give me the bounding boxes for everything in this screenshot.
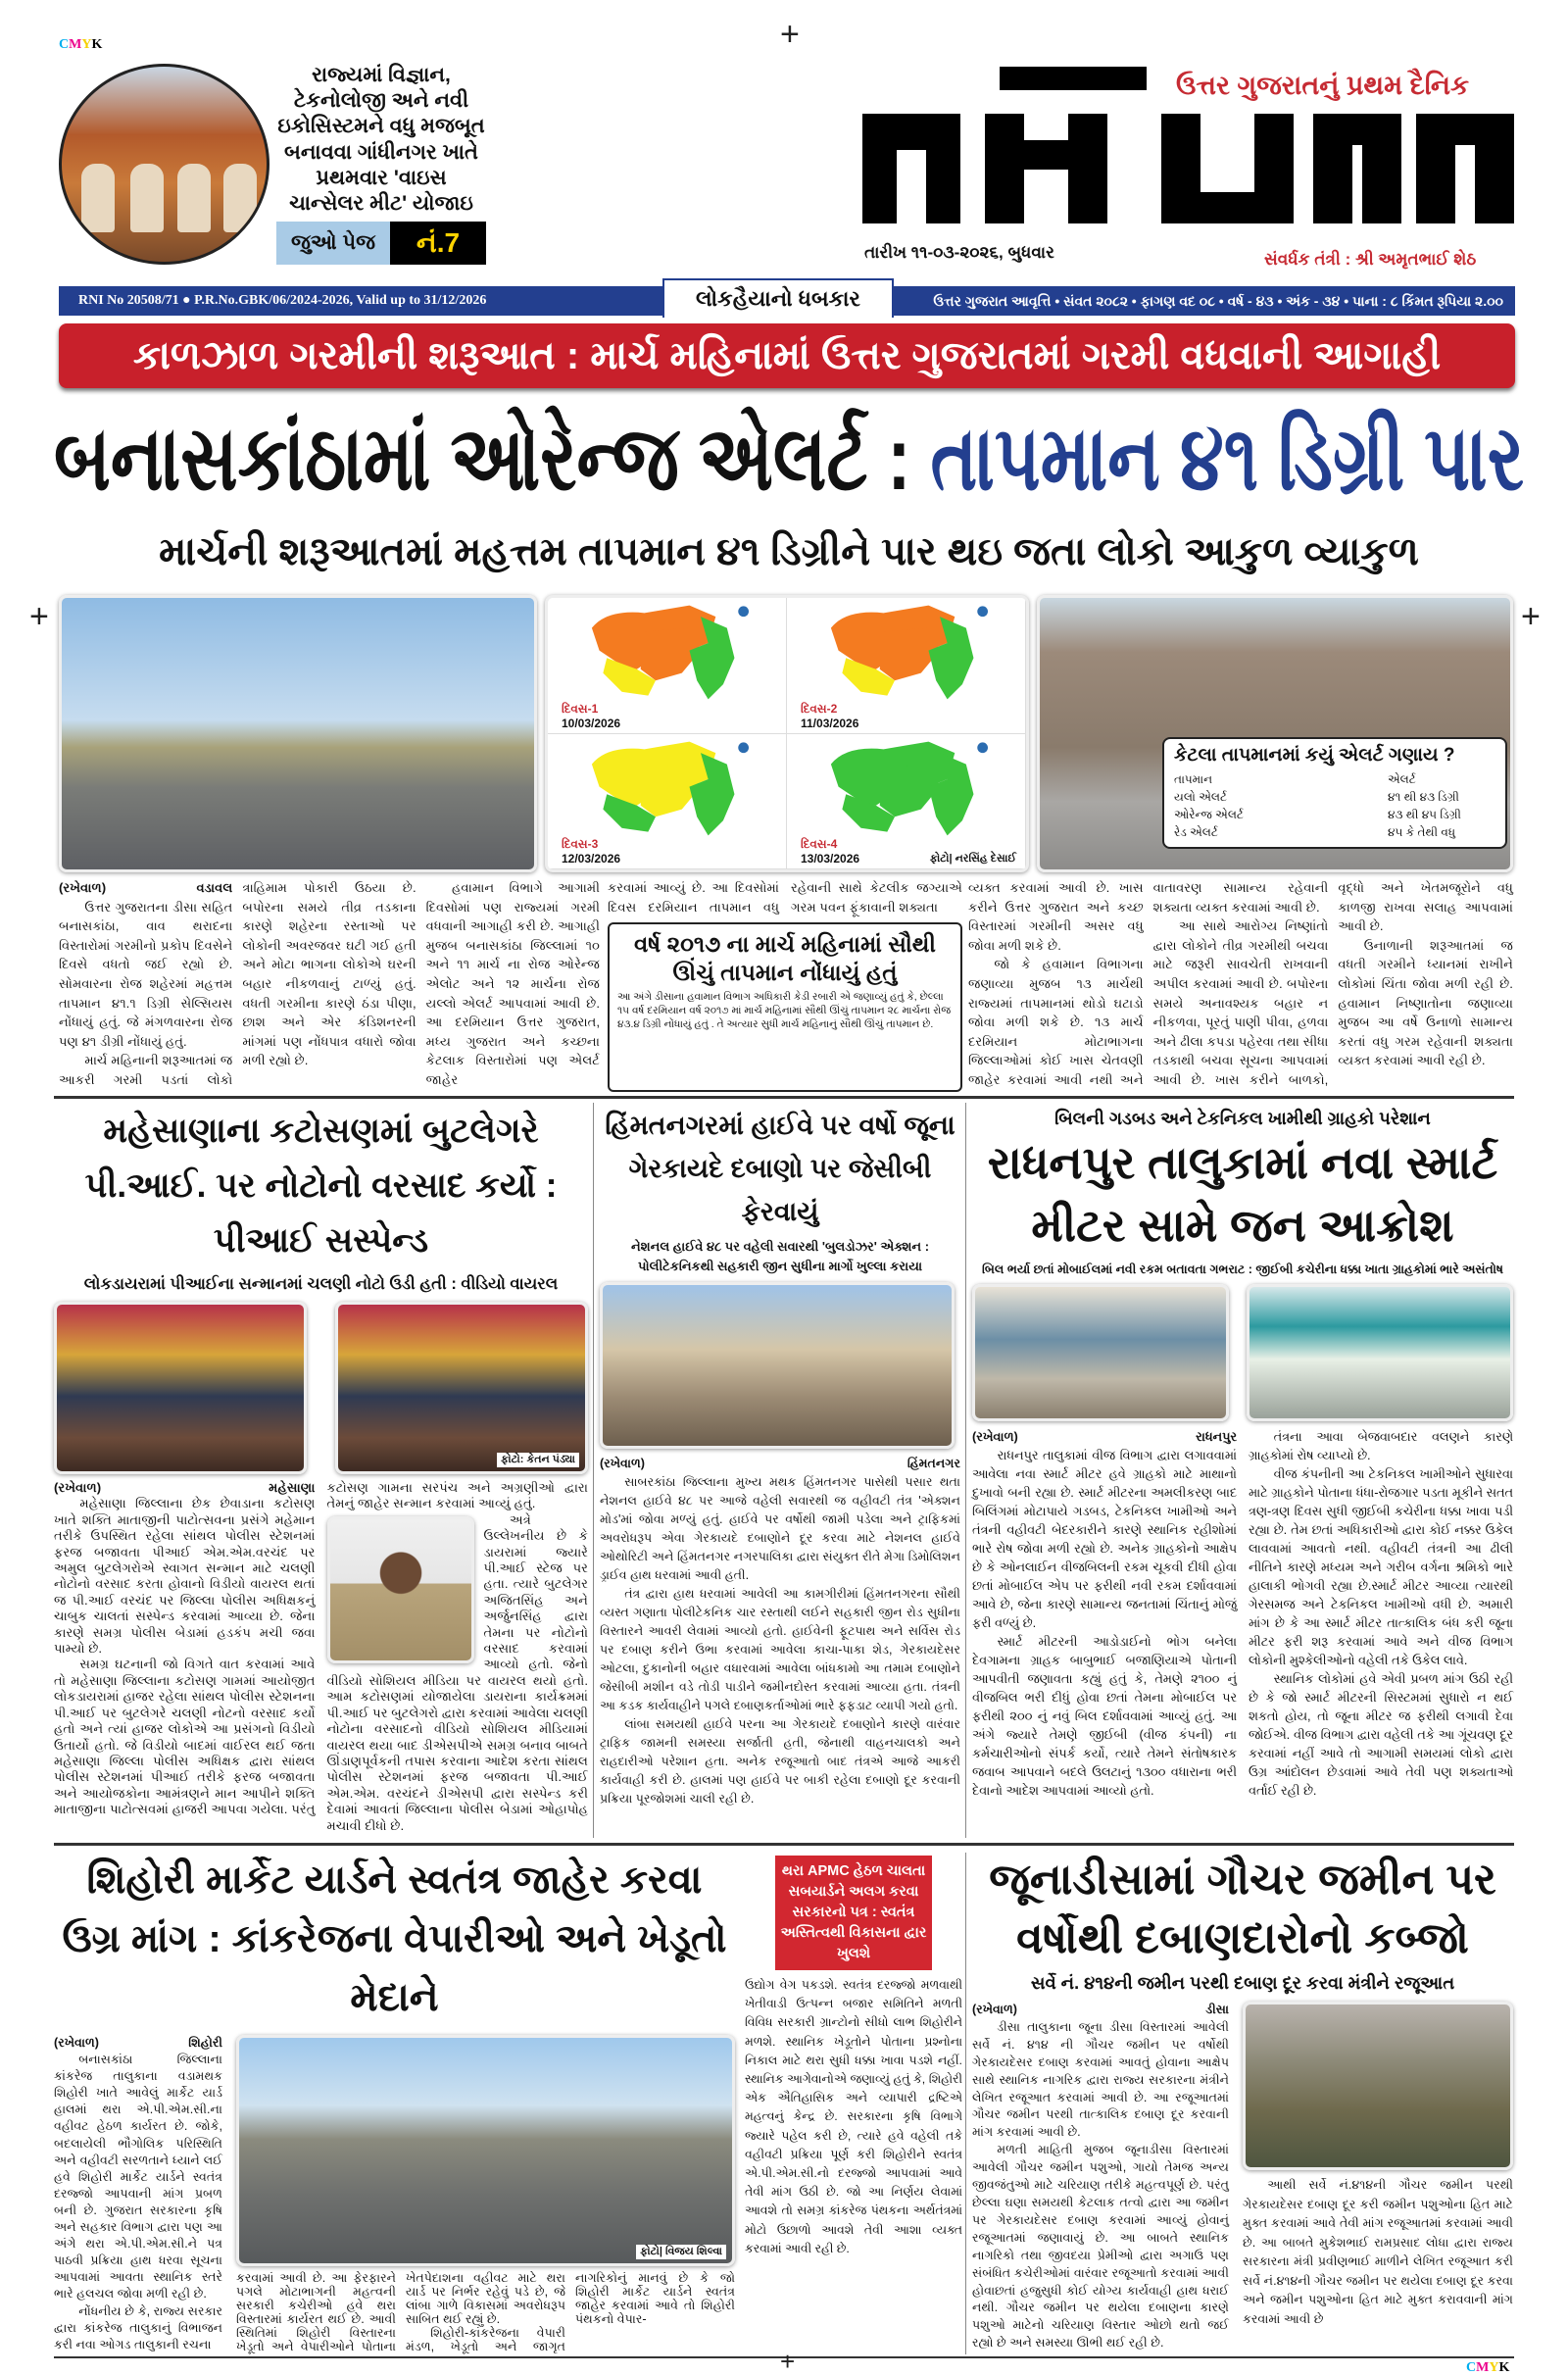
registration-mark-icon: + bbox=[1521, 598, 1541, 635]
fact-box-2017: વર્ષ ૨૦૧૭ ના માર્ચ મહિનામાં સૌથી ઊંચું તાપમાન નોંધાયું હતું આ અંગે ડીસાના હવામાન વિભાગ અધિકારી કેડી રબારી એ જણાવ્યું હતું કે, છેલ્લા ૧૫ વર્ષ દરમિયાન વર્ષ ૨૦૧૭ માં માર્ચ મહિનામાં સૌથી ઊંચું તાપમાન ૨૮ માર્ચના રોજ ૪૩.૪ ડિગ્રી નોંધાયું હતું . તે અત્યાર સુધી માર્ચ મહિનાનું સૌથી ઊંચું તાપમાન છે. bbox=[608, 922, 962, 1092]
gujarat-map-icon bbox=[548, 734, 786, 839]
himmatnagar-body: (રખેવાળ) હિંમતનગર સાબરકાંઠા જિલ્લાના મુખ્ય મથક હિંમતનગર પાસેથી પસાર થતા નેશનલ હાઈવે ૪૮ પર આજે વહેલી સવારથી જ વહીવટી તંત્ર 'એક્શન મોડ'માં જોવા મળ્યું હતું. હાઈવે પર વર્ષોથી જામી પડેલા અને ટ્રાફિકમાં અવરોધરૂપ એવા ગેરકાયદે દબાણોને દૂર કરવા માટે નેશનલ હાઈવે ઓથોરિટી અને હિંમતનગર નગરપાલિકા દ્વારા સંયુક્ત રીતે મેગા ડિમોલિશન ડ્રાઈવ હાથ ધરવામાં આવી હતી. તંત્ર દ્વારા હાથ ધરવામાં આવેલી આ કામગીરીમાં હિંમતનગરના સૌથી વ્યસ્ત ગણાતા પોલીટેકનિક ચાર રસ્તાથી લઈને સહકારી જીન રોડ સુધીના વિસ્તારને આવરી લેવામાં આવ્યો હતો. હાઈવેની ફૂટપાથ અને સર્વિસ રોડ પર દબાણ કરીને ઉભા કરવામાં આવેલા કાચા-પાકા શેડ, ગેરકાયદેસર ઓટલા, દુકાનોની બહાર વધારવામાં આવેલા બાંધકામો આ તમામ દબાણોને જેસીબી મશીન વડે તોડી પાડીને જમીનદોસ્ત કરવામાં આવ્યા હતા. તંત્રની આ કડક કાર્યવાહીને પગલે દબાણકર્તાઓમાં ભારે ફફડાટ વ્યાપી ગયો હતો. લાંબા સમયથી હાઈવે પરના આ ગેરકાયદે દબાણોને કારણે વારંવાર ટ્રાફિક જામની સમસ્યા સર્જાતી હતી, જેનાથી વાહનચાલકો અને રાહદારીઓ પરેશાન હતા. અનેક રજૂઆતો બાદ તંત્રએ આજે આકરી કાર્યવાહી કરી છે. હાલમાં પણ હાઈવે પર બાકી રહેલા દબાણો દૂર કરવાની પ્રક્રિયા પૂરજોશમાં ચાલી રહી છે. bbox=[600, 1457, 960, 1806]
shihori-body: (રખેવાળ) શિહોરી બનાસકાંઠા જિલ્લાના કાંકરેજ તાલુકાના વડામથક શિહોરી ખાતે આવેલું માર્કેટ યાર્ડ હાલમાં થરા એ.પી.એમ.સી.ના વહીવટ હેઠળ કાર્યરત છે. જોકે, બદલાયેલી ભૌગોલિક પરિસ્થિતિ અને વહીવટી સરળતાને ધ્યાને લઈ હવે શિહોરી માર્કેટ યાર્ડને સ્વતંત્ર દરજ્જો આપવાની માંગ પ્રબળ બની છે. ગુજરાત સરકારના કૃષિ અને સહકાર વિભાગ દ્વારા પણ આ અંગે થરા એ.પી.એમ.સી.ને પત્ર પાઠવી પ્રક્રિયા હાથ ધરવા સૂચના આપવામાં આવતા સ્થાનિક સ્તરે ભારે હલચલ જોવા મળી રહી છે. નોંધનીય છે કે, રાજ્ય સરકાર દ્વારા કાંકરેજ તાલુકાનું વિભાજન કરી નવા ઓગડ તાલુકાની રચના bbox=[54, 2036, 222, 2351]
cmyk-mark-bottom: CMYK bbox=[1466, 2360, 1510, 2375]
shihori-body-below: કરવામાં આવી છે. આ ફેરફારને પગલે મોટાભાગની મહત્વની સરકારી કચેરીઓ હવે થરા વિસ્તારમાં કાર્યરત થઈ છે. આવી સ્થિતિમાં શિહોરી વિસ્તારના ખેડૂતો અને વેપારીઓને પોતાના ખેતપેદાશના વહીવટ માટે થરા યાર્ડ પર નિર્ભર રહેવું પડે છે, જે લાંબા ગાળે વિકાસમાં અવરોધરૂપ સાબિત થઈ રહ્યું છે. શિહોરી-કાંકરેજના વેપારી મંડળ, ખેડૂતો અને જાગૃત નાગરિકોનું માનવું છે કે જો શિહોરી માર્કેટ યાર્ડને સ્વતંત્ર જાહેર કરવામાં આવે તો શિહોરી પંથકનો વેપાર- bbox=[236, 2271, 735, 2353]
radhanpur-kicker: બિલની ગડબડ અને ટેકનિકલ ખામીથી ગ્રાહકો પરેશાન bbox=[1054, 1109, 1431, 1128]
maps-photo-credit: ફોટો| નરસિંહ દેસાઈ bbox=[926, 852, 1020, 866]
shihori-story bbox=[54, 1851, 735, 2354]
alert-row: ઓરેન્જ એલર્ટ ૪૩ થી ૪૫ ડિગ્રી bbox=[1174, 808, 1461, 821]
alert-table bbox=[1162, 737, 1507, 849]
teaser-headline[interactable]: રાજ્યમાં વિજ્ઞાન, ટેકનોલોજી અને નવી ઇકોસિસ્ટમને વધુ મજબૂત બનાવવા ગાંધીનગર ખાતે પ્રથમવાર 'વાઇસ ચાન્સેલર મીટ' યોજાઇ bbox=[277, 64, 485, 216]
mahesana-body: (રખેવાળ) મહેસાણા મહેસાણા જિલ્લાના છેક છેવાડાના કટોસણ ખાતે શક્તિ માતાજીની પાટોત્સવના પ્રસંગે મહેમાન તરીકે ઉપસ્થિત રહેલા સાંથલ પોલીસ સ્ટેશનમાં ફરજ બજાવતા પીઆઈ એમ.એમ.વરચંદ પર અમુલ બુટલેગરોએ સ્વાગત સન્માન માટે ચલણી નોટોનો વરસાદ કરતા હોવાનો વિડીયો વાયરલ થતાં જ પી.આઈ વરચંદ પર જિલ્લા પોલીસ અધિક્ષકનું ચાબુક ચાલતાં સસ્પેન્ડ કરવામાં આવ્યા છે. જેના કારણે સમગ્ર પોલીસ બેડામાં હડકંપ મચી જવા પામ્યો છે. સમગ્ર ઘટનાની જો વિગતે વાત કરવામાં આવે તો મહેસાણા જિલ્લાના કટોસણ ગામમાં આયોજીત લોકડાયરામાં હાજર રહેલા સાંથલ પોલીસ સ્ટેશનના પી.આઈ પર બુટલેગરે ચલણી નોટનો વરસાદ કર્યો હતો અને ત્યાં હાજર લોકોએ આ પ્રસંગનો વિડીયો ઉતાર્યો હતો. જે વિડીયો બાદમાં વાઈરલ થઈ જતા મહેસાણા જિલ્લા પોલીસ અધિક્ષક દ્વારા સાંથલ પોલીસ સ્ટેશનમાં પીઆઈ તરીકે ફરજ બજાવતા અને આયોજકોના આમંત્રણને માન આપીને શક્તિ માતાજીના પાટોત્સવમાં હાજરી આપવા ગયેલા. પરંતુ કટોસણ ગામના સરપંચ અને અગ્રણીઓ દ્વારા તેમનું જાહેર સન્માન કરવામાં આવ્યું હતું. અત્રે ઉલ્લેખનીય છે કે ડાયરામાં જ્યારે પી.આઈ સ્ટેજ પર હતા. ત્યારે બુટલેગર અજિતસિંહ અને અર્જુનસિંહ દ્વારા તેમના પર નોટોનો વરસાદ કરવામાં આવ્યો હતો. જેનો વીડિયો સોશિયલ મીડિયા પર વાયરલ થયો હતો. આમ કટોસણમાં યોજાયેલા ડાયરાના કાર્યક્રમમાં પી.આઈ પર બુટલેગરો દ્વારા કરવામાં આવેલા ચલણી નોટોના વરસાદનો વીડિયો સોશિયલ મીડિયામાં વાયરલ થયા બાદ ડીએસપીએ સમગ્ર બનાવ બાબતે ઊંડાણપૂર્વકની તપાસ કરવાના આદેશ કરતા સાંથલ પોલીસ સ્ટેશનમાં ફરજ બજાવતા પી.આઈ એમ.એમ. વરચંદને ડીએસપી દ્વારા સસ્પેન્ડ કરી દેવામાં આવતાં જિલ્લાના પોલીસ બેડામાં ઓહાપોહ મચાવી દીધો છે. bbox=[54, 1480, 588, 1833]
mahesana-headline[interactable]: મહેસાણાના કટોસણમાં બુટલેગરે પી.આઈ. પર નોટોનો વરસાદ કર્યો : પીઆઈ સસ્પેન્ડ bbox=[84, 1112, 558, 1260]
divider bbox=[54, 1843, 1514, 1846]
market-yard-photo[interactable]: ફોટો| વિજય શિલ્વા bbox=[236, 2035, 735, 2266]
issue-date: તારીખ ૧૧-૦૩-૨૦૨૬, બુધવાર bbox=[864, 243, 1054, 262]
mahesana-photo-2[interactable]: ફોટો: કેતન પંડ્યા bbox=[335, 1302, 588, 1474]
junadisa-body: (રખેવાળ) ડીસા ડીસા તાલુકાના જૂના ડીસા વિસ્તારમાં આવેલી સર્વે નં. ૪૧૪ ની ગૌચર જમીન પર વર્ષોથી ગેરકાયદેસર દબાણ કરવામાં આવતું હોવાના આક્ષેપ સાથે સ્થાનિક નાગરિક દ્વારા રાજ્ય સરકારના મંત્રીને લેખિત રજૂઆત કરવામાં આવી છે. આ રજૂઆતમાં ગૌચર જમીન પરથી તાત્કાલિક દબાણ દૂર કરવાની માંગ કરવામાં આવી છે. મળતી માહિતી મુજબ જૂનાડીસા વિસ્તારમાં આવેલી ગૌચર જમીન પશુઓ, ગાયો તેમજ અન્ય જીવજંતુઓ માટે ચરિયાણ તરીકે મહત્વપૂર્ણ છે. પરંતુ છેલ્લા ઘણા સમયથી કેટલાક તત્વો દ્વારા આ જમીન પર ગેરકાયદેસર દબાણ કરવામાં આવ્યું હોવાનું રજૂઆતમાં જણાવાયું છે. આ બાબતે સ્થાનિક નાગરિકો તથા જીવદયા પ્રેમીઓ દ્વારા અગાઉ પણ સંબંધિત કચેરીઓમાં વારંવાર રજૂઆતો કરવામાં આવી હોવાછતાં હજુસુધી કોઈ યોગ્ય કાર્યવાહી હાથ ધરાઈ નથી. ગૌચર જમીન પર થયેલા દબાણના કારણે પશુઓ માટેનો ચરિયાણ વિસ્તાર ઓછો થતો જઈ રહ્યો છે અને સમસ્યા ઊભી થઈ રહી છે. bbox=[972, 2003, 1229, 2351]
column-rule bbox=[965, 1103, 966, 1838]
teaser-photo[interactable] bbox=[59, 64, 270, 265]
column-rule bbox=[593, 1103, 594, 1838]
cmyk-mark-top: CMYK bbox=[59, 37, 103, 52]
radhanpur-body: (રખેવાળ) રાધનપુર રાધનપુર તાલુકામાં વીજ વિભાગ દ્વારા લગાવવામાં આવેલા નવા સ્માર્ટ મીટર હવે ગ્રાહકો માટે માથાનો દુખાવો બની રહ્યા છે. સ્માર્ટ મીટરના અમલીકરણ બાદ બિલિંગમાં મોટાપાયે ગડબડ, ટેકનિકલ ખામીઓ અને તંત્રની વહીવટી બેદરકારીને કારણે સ્થાનિક રહીશોમાં ભારે રોષ જોવા મળી રહ્યો છે. અનેક ગ્રાહકોનો આક્ષેપ છે કે ઓનલાઈન વીજબિલની રકમ ચૂકવી દીધી હોવા છતાં મોબાઈલ એપ પર ફરીથી નવી રકમ દર્શાવવામાં આવે છે, જેના કારણે સામાન્ય જનતામાં ચિંતાનું મોજું ફરી વળ્યું છે. સ્માર્ટ મીટરની આડોડાઈનો ભોગ બનેલા દેવગામના ગ્રાહક બાબુભાઈ બજાણિયાએ પોતાની આપવીતી જણાવતા કહ્યું હતું કે, તેમણે ૨૧૦૦ નું વીજબિલ ભરી દીધું હોવા છતાં તેમના મોબાઈલ પર ફરીથી ૨૦૦ નું નવું બિલ દર્શાવવામાં આવ્યું હતું. આ અંગે જ્યારે તેમણે જીઈબી (વીજ કંપની) ના કર્મચારીઓનો સંપર્ક કર્યો, ત્યારે તેમને સંતોષકારક જવાબ આપવાને બદલે ઉલટાનું ૧૩૦૦ વધારાના ભરી દેવાનો આદેશ આપવામાં આવ્યો હતો. તંત્રના આવા બેજવાબદાર વલણને કારણે ગ્રાહકોમાં રોષ વ્યાપ્યો છે. વીજ કંપનીની આ ટેકનિકલ ખામીઓને સુધારવા માટે ગ્રાહકોને પોતાના ધંધા-રોજગાર પડતા મૂકીને સતત ત્રણ-ત્રણ દિવસ સુધી જીઈબી કચેરીના ધક્કા ખાવા પડી રહ્યા છે. તેમ છતાં અધિકારીઓ દ્વારા કોઈ નક્કર ઉકેલ લાવવામાં આવતો નથી. વહીવટી તંત્રની આ ઢીલી નીતિને કારણે મધ્યમ અને ગરીબ વર્ગના શ્રમિકો ભારે હાલાકી ભોગવી રહ્યા છે.સ્માર્ટ મીટર આવ્યા ત્યારથી ગેરસમજ અને ટેકનિકલ ખામીઓ વધી છે. અમારી માંગ છે કે આ સ્માર્ટ મીટર તાત્કાલિક બંધ કરી જૂના મીટર ફરી શરૂ કરવામાં આવે અને વીજ વિભાગ લોકોની મુશ્કેલીઓનો વહેલી તકે ઉકેલ લાવે. સ્થાનિક લોકોમાં હવે એવી પ્રબળ માંગ ઉઠી રહી છે કે જો સ્માર્ટ મીટરની સિસ્ટમમાં સુધારો ન થઈ શકતો હોય, તો જૂના મીટર જ ફરીથી લગાવી દેવા જોઈએ. વીજ વિભાગ દ્વારા વહેલી તકે આ ગૂંચવણ દૂર કરવામાં નહીં આવે તો આગામી સમયમાં લોકો દ્વારા ઉગ્ર આંદોલન છેડવામાં આવે તેવી પણ શક્યતાઓ વર્તાઈ રહી છે. bbox=[972, 1429, 1513, 1798]
alert-row: યલો એલર્ટ ૪૧ થી ૪૩ ડિગ્રી bbox=[1174, 790, 1459, 804]
weather-maps[interactable] bbox=[545, 595, 1029, 872]
registration-info: RNI No 20508/71 ● P.R.No.GBK/06/2024-2026, Valid up to 31/12/2026 bbox=[78, 293, 487, 308]
page-number: નં.7 bbox=[390, 222, 486, 265]
radhanpur-headline[interactable]: રાધનપુર તાલુકામાં નવા સ્માર્ટ મીટર સામે જન આક્રોશ bbox=[987, 1137, 1498, 1251]
radhanpur-photo-1[interactable] bbox=[972, 1284, 1229, 1421]
himmatnagar-subhead: નેશનલ હાઈવે ૪૮ પર વહેલી સવારથી 'બુલડોઝર' એક્શન : પોલીટેકનિકથી સહકારી જીન સુધીના માર્ગો ખુલ્લા કરાયા bbox=[630, 1239, 930, 1273]
mahesana-photo-1[interactable] bbox=[54, 1302, 307, 1474]
registration-mark-icon: + bbox=[780, 2347, 796, 2376]
lead-middle bbox=[608, 878, 962, 1092]
mahesana-story bbox=[54, 1104, 588, 1839]
radhanpur-photo-2[interactable] bbox=[1247, 1284, 1513, 1421]
gujarat-map-icon bbox=[787, 734, 1025, 839]
teaser bbox=[276, 63, 486, 265]
shihori-side bbox=[745, 1856, 962, 2354]
demolition-photo[interactable] bbox=[600, 1282, 955, 1449]
alert-map bbox=[548, 598, 787, 734]
map-date-label: 13/03/2026 bbox=[801, 852, 860, 866]
lead-headline[interactable]: બનાસકાંઠામાં ઓરેન્જ એલર્ટ : તાપમાન ૪૧ ડિગ્રી પાર bbox=[54, 409, 1524, 509]
himmatnagar-story bbox=[600, 1104, 960, 1839]
tagline: ઉત્તર ગુજરાતનું પ્રથમ દૈનિક bbox=[1176, 71, 1470, 100]
edition-info: ઉત્તર ગુજરાત આવૃત્તિ • સંવત ૨૦૮૨ • ફાગણ વદ ૦૮ • વર્ષ - ૪૩ • અંક - ૩૪ • પાના : ૮ કિંમત રૂપિયા ૨.૦૦ bbox=[933, 293, 1503, 309]
map-day-label: દિવસ-3 bbox=[562, 837, 599, 851]
mahesana-subhead: લોકડાયરામાં પીઆઈના સન્માનમાં ચલણી નોટો ઉડી હતી : વીડિયો વાયરલ bbox=[83, 1275, 559, 1293]
registration-mark-icon: + bbox=[29, 598, 49, 635]
lead-body-right: વ્યક્ત કરવામાં આવી છે. ખાસ કરીને ઉત્તર ગુજરાત અને કચ્છ વિસ્તારમાં ગરમીની અસર વધુ જોવા મળી શકે છે. જો કે હવામાન વિભાગના જણાવ્યા મુજબ ૧૩ માર્ચથી રાજ્યમાં તાપમાનમાં થોડો ઘટાડો જોવા મળી શકે છે. ૧૩ માર્ચ દરમિયાન મોટાભાગના જિલ્લાઓમાં કોઈ ખાસ ચેતવણી જાહેર કરવામાં આવી નથી અને વાતાવરણ સામાન્ય રહેવાની શક્યતા વ્યક્ત કરવામાં આવી છે. આ સાથે આરોગ્ય નિષ્ણાંતો દ્વારા લોકોને તીવ્ર ગરમીથી બચવા માટે જરૂરી સાવચેતી રાખવાની અપીલ કરવામાં આવી છે. બપોરના સમયે અનાવશ્યક બહાર ન નીકળવા, પૂરતું પાણી પીવા, હળવા અને ઢીલા કપડા પહેરવા તથા સીધા તડકાથી બચવા સૂચના આપવામાં આવી છે. ખાસ કરીને બાળકો, વૃદ્ધો અને ખેતમજૂરોને વધુ કાળજી રાખવા સલાહ આપવામાં આવી છે. ઉનાળાની શરૂઆતમાં જ વધતી ગરમીને ધ્યાનમાં રાખીને લોકોમાં ચિંતા જોવા મળી રહી છે. હવામાન નિષ્ણાતોના જણાવ્યા મુજબ આ વર્ષે ઉનાળો સામાન્ય કરતાં વધુ ગરમ રહેવાની શક્યતા વ્યક્ત કરવામાં આવી રહી છે. bbox=[968, 880, 1513, 1087]
shihori-side-box: થરા APMC હેઠળ ચાલતા સબયાર્ડને અલગ કરવા સરકારનો પત્ર : સ્વતંત્ર અસ્તિત્વથી વિકાસના દ્વાર ખુલશે bbox=[775, 1856, 932, 1970]
top-banner-headline[interactable]: કાળઝાળ ગરમીની શરૂઆત : માર્ચ મહિનામાં ઉત્તર ગુજરાતમાં ગરમી વધવાની આગાહી bbox=[59, 323, 1515, 388]
gujarat-map-icon bbox=[548, 598, 786, 703]
map-day-label: દિવસ-1 bbox=[562, 701, 599, 716]
road-photo[interactable] bbox=[59, 595, 537, 872]
motto: લોકહૈયાનો ધબકાર bbox=[662, 278, 894, 318]
junadisa-story bbox=[972, 1851, 1513, 2354]
map-date-label: 10/03/2026 bbox=[562, 716, 621, 730]
gauchar-land-photo[interactable] bbox=[1243, 2002, 1513, 2170]
see-page-label: જુઓ પેજ bbox=[291, 231, 375, 254]
junadisa-headline[interactable]: જૂનાડીસામાં ગૌચર જમીન પર વર્ષોથી દબાણદારોનો કબ્જો bbox=[989, 1856, 1496, 1962]
alert-row: રેડ એલર્ટ ૪૫ કે તેથી વધુ bbox=[1174, 825, 1456, 839]
himmatnagar-headline[interactable]: હિંમતનગરમાં હાઈવે પર વર્ષો જૂના ગેરકાયદે દબાણો પર જેસીબી ફેરવાયું bbox=[605, 1111, 956, 1226]
map-date-label: 11/03/2026 bbox=[801, 716, 859, 730]
alert-map bbox=[548, 734, 787, 870]
officer-photo[interactable] bbox=[327, 1516, 474, 1663]
registration-mark-icon: + bbox=[780, 16, 800, 53]
lead-body-left: (રખેવાળ) વડાવલ ઉત્તર ગુજરાતના ડીસા સહિત બનાસકાંઠા, વાવ થરાદના વિસ્તારોમાં ગરમીનો પ્રકોપ દિવસેને દિવસે વધતો જઈ રહ્યો છે. સોમવારના રોજ શહેરમાં મહત્તમ તાપમાન ૪૧.૧ ડિગ્રી સેલ્સિયસ નોંધાયું હતું. જે મંગળવારના રોજ પણ ૪૧ ડીગ્રી નોંધાયું હતું. માર્ચ મહિનાની શરૂઆતમાં જ આકરી ગરમી પડતાં લોકો ત્રાહિમામ પોકારી ઉઠયા છે. બપોરના સમયે તીવ્ર તડકાના કારણે શહેરના રસ્તાઓ પર લોકોની અવરજવર ઘટી ગઈ હતી અને મોટા ભાગના લોકોએ ઘરની બહાર નીકળવાનું ટાળ્યું હતું. વધતી ગરમીના કારણે ઠંડા પીણા, છાશ અને એર કંડિશનરની માંગમાં પણ નોંધપાત્ર વધારો જોવા મળી રહ્યો છે. હવામાન વિભાગે આગામી દિવસોમાં પણ રાજ્યમાં ગરમી વધવાની આગાહી કરી છે. આગાહી મુજબ બનાસકાંઠા જિલ્લામાં ૧૦ અને ૧૧ માર્ચ ના રોજ ઓરેન્જ એલોટ અને ૧૨ માર્ચના રોજ યલ્લો એલર્ટ આપવામાં આવી છે. આ દરમિયાન ઉત્તર ગુજરાત, મધ્ય ગુજરાત અને કચ્છના કેટલાક વિસ્તારોમાં પણ એલર્ટ જાહેર bbox=[59, 880, 600, 1087]
lead-subhead: માર્ચની શરૂઆતમાં મહત્તમ તાપમાન ૪૧ ડિગ્રીને પાર થઇ જતા લોકો આકુળ વ્યાકુળ bbox=[159, 530, 1419, 573]
map-day-label: દિવસ-2 bbox=[801, 701, 838, 716]
radhanpur-story bbox=[972, 1106, 1513, 1839]
editor-credit: સંવર્ધક તંત્રી : શ્રી અમૃતભાઈ શેઠ bbox=[1264, 250, 1477, 269]
junadisa-body-below: આથી સર્વે નં.૪૧૪ની ગૌચર જમીન પરથી ગેરકાયદેસર દબાણ દૂર કરી જમીન પશુઓના હિત માટે મુક્ત કરવામાં આવે તેવી માંગ રજૂઆતમાં કરવામાં આવી છે. આ બાબતે મુકેશભાઈ રામપ્રસાદ લોધા દ્વારા રાજ્ય સરકારના મંત્રી પ્રવીણભાઈ માળીને લેખિત રજૂઆત કરી સર્વે નં.૪૧૪ની ગૌચર જમીન પર થયેલા દબાણ દૂર કરવા અને જમીન પશુઓના હિત માટે મુક્ત કરાવવાની માંગ કરવામાં આવી છે bbox=[1243, 2178, 1513, 2326]
map-day-label: દિવસ-4 bbox=[801, 837, 838, 851]
teaser-page-link[interactable] bbox=[276, 222, 486, 265]
lead-body-mid: કરવામાં આવ્યું છે. આ દિવસોમાં દિવસ દરમિયાન તાપમાન વધુ રહેવાની સાથે કેટલીક જગ્યાએ ગરમ પવન ફૂંકાવાની શક્યતા bbox=[608, 880, 962, 915]
alert-table-header: તાપમાન એલર્ટ bbox=[1174, 772, 1416, 786]
column-rule bbox=[965, 1853, 966, 2354]
junadisa-subhead: સર્વે નં. ૪૧૪ની જમીન પરથી દબાણ દૂર કરવા મંત્રીને રજૂઆત bbox=[1030, 1973, 1455, 1993]
divider bbox=[54, 1096, 1514, 1099]
gujarat-map-icon bbox=[787, 598, 1025, 703]
radhanpur-subhead: બિલ ભર્યા છતાં મોબાઈલમાં નવી રકમ બતાવતા ગભરાટ : જીઈબી કચેરીના ધક્કા ખાતા ગ્રાહકોમાં ભારે અસંતોષ bbox=[982, 1262, 1503, 1276]
alert-table-title: કેટલા તાપમાનમાં કયું એલર્ટ ગણાય ? bbox=[1174, 745, 1455, 766]
alert-map bbox=[787, 734, 1026, 870]
shihori-body-side: ઉદ્યોગ વેગ પકડશે. સ્વતંત્ર દરજ્જો મળવાથી ખેતીવાડી ઉત્પન્ન બજાર સમિતિને મળતી વિવિધ સરકારી ગ્રાન્ટોનો સીધો લાભ શિહોરીને મળશે. સ્થાનિક ખેડૂતોને પોતાના પ્રશ્નોના નિકાલ માટે થરા સુધી ધક્કા ખાવા પડશે નહીં. સ્થાનિક આગેવાનોએ જણાવ્યું હતું કે, શિહોરી એક ઐતિહાસિક અને વ્યાપારી દ્રષ્ટિએ મહત્વનું કેન્દ્ર છે. સરકારના કૃષિ વિભાગે જ્યારે પહેલ કરી છે, ત્યારે હવે વહેલી તકે વહીવટી પ્રક્રિયા પૂર્ણ કરી શિહોરીને સ્વતંત્ર એ.પી.એમ.સી.નો દરજ્જો આપવામાં આવે તેવી માંગ ઉઠી છે. જો આ નિર્ણય લેવામાં આવશે તો સમગ્ર કાંકરેજ પંથકના અર્થતંત્રમાં મોટો ઉછાળો આવશે તેવી આશા વ્યક્ત કરવામાં આવી રહી છે. bbox=[745, 1978, 962, 2255]
shihori-headline[interactable]: શિહોરી માર્કેટ યાર્ડને સ્વતંત્ર જાહેર કરવા ઉગ્ર માંગ : કાંકરેજના વેપારીઓ અને ખેડૂતો મેદાને bbox=[62, 1858, 727, 2019]
alert-map bbox=[787, 598, 1026, 734]
map-date-label: 12/03/2026 bbox=[562, 852, 621, 866]
